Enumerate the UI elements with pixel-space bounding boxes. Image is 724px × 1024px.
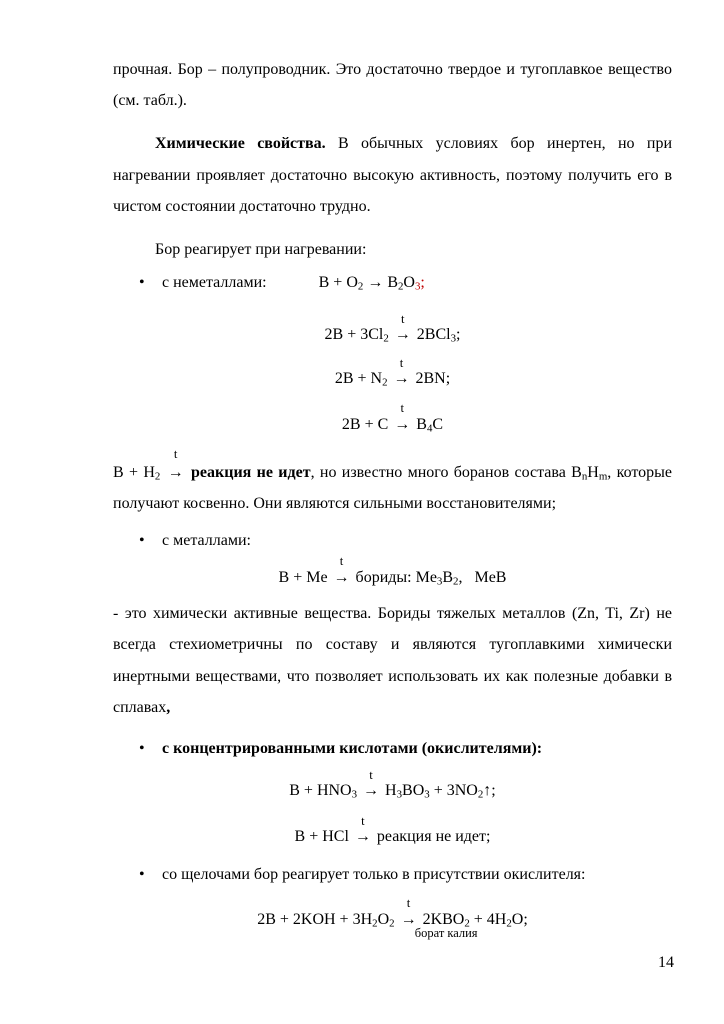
compound-formula: $2KBO_2$ xyxy=(422,910,470,930)
reaction-arrow: → xyxy=(394,326,411,344)
list-item-label: со щелочами бор реагирует только в присутствии окислителя: xyxy=(162,866,586,884)
reaction-arrow: → xyxy=(394,415,411,433)
list-item-metals xyxy=(113,525,672,556)
arrow-with-t xyxy=(392,401,412,438)
paragraph-chemical-properties: Химические свойства. В обычных условиях бор инертен, но при нагревании проявляет достаточно высокую активность, поэтому получить его в чистом состоянии достаточно трудно. xyxy=(113,135,673,215)
t-condition-label: t xyxy=(406,896,411,911)
equation-boron-nitrogen: $2B + N_2$ t → 2BN; xyxy=(113,366,672,392)
arrow-with-t xyxy=(332,554,352,591)
t-condition-label: t xyxy=(401,312,405,327)
equation-borides: B + Me t → бориды: $Me_3B_2$, MeB xyxy=(113,565,672,591)
t-condition-label: t xyxy=(361,813,365,828)
paragraph-intro: прочная. Бор – полупроводник. Это достаточно твердое и тугоплавкое вещество (см. табл.). xyxy=(113,61,672,110)
reaction-arrow: → xyxy=(167,464,184,482)
t-condition-label: t xyxy=(173,446,178,461)
arrow-with-t xyxy=(361,767,381,804)
paragraph-borides-description: - это химически активные вещества. Бориды тяжелых металлов (Zn, Ti, Zr) не всегда стехиометричны по составу и являются тугоплавкими химически инертными веществами, что позволяет использовать их как полезные добавки в сплавах, xyxy=(113,605,672,716)
reaction-arrow: → xyxy=(354,827,371,845)
red-text: $_3$; xyxy=(414,274,425,293)
bullet-marker: • xyxy=(139,740,145,757)
equation-alkali-peroxide: $2B + 2KOH + 3H_2O_2$ t → $2KBO_2$ борат калия + $4H_2O$; xyxy=(257,896,528,941)
reaction-arrow: → xyxy=(393,369,410,387)
list-item-label: с металлами: xyxy=(162,532,251,550)
equation-boron-chlorine: $2B + 3Cl_2$ t → 2BCl$_3$; xyxy=(113,322,672,348)
arrow-with-t xyxy=(353,813,373,850)
reaction-arrow: → xyxy=(363,782,380,800)
equation-boron-carbon: 2B + C t → $B_4C$ xyxy=(113,412,672,438)
paragraph-heating-intro: Бор реагирует при нагревании: xyxy=(155,240,367,258)
paragraph-hydrogen-boranes: $B + H_2$ t → реакция не идет, но известно много боранов состава $B_nH_m$, которые получают косвенно. Они являются сильными восстановителями; xyxy=(113,446,672,513)
t-condition-label: t xyxy=(369,767,373,782)
compound-caption: борат калия xyxy=(414,926,478,941)
list-item-label: с неметаллами: xyxy=(162,274,267,292)
equation-hydrochloric-acid: B + HCl t → реакция не идет; xyxy=(113,824,672,850)
equation-nitric-acid: $B + HNO_3$ t → $H_3BO_3$ + $3NO_2↑$; xyxy=(113,778,672,804)
bullet-marker: • xyxy=(139,274,145,292)
arrow-with-t xyxy=(166,446,186,488)
t-condition-label: t xyxy=(339,554,344,569)
arrow-with-t xyxy=(393,312,413,348)
arrow-with-t xyxy=(392,355,412,392)
compound-with-caption xyxy=(414,907,478,941)
reaction-arrow: → xyxy=(400,910,417,928)
page-number: 14 xyxy=(658,953,674,971)
list-item-label: с концентрированными кислотами (окислителями): xyxy=(162,740,543,757)
list-item-nonmetals xyxy=(113,267,672,298)
reaction-arrow: → xyxy=(333,568,350,586)
bullet-marker: • xyxy=(139,866,145,884)
t-condition-label: t xyxy=(400,401,405,416)
equation-boron-oxygen: $B + O_2 \to B_2O_3$; xyxy=(318,274,425,293)
t-condition-label: t xyxy=(399,355,404,370)
list-item-text xyxy=(162,267,672,298)
list-item-alkali xyxy=(113,859,672,890)
bullet-marker: • xyxy=(139,532,145,550)
list-item-acids xyxy=(113,733,672,764)
